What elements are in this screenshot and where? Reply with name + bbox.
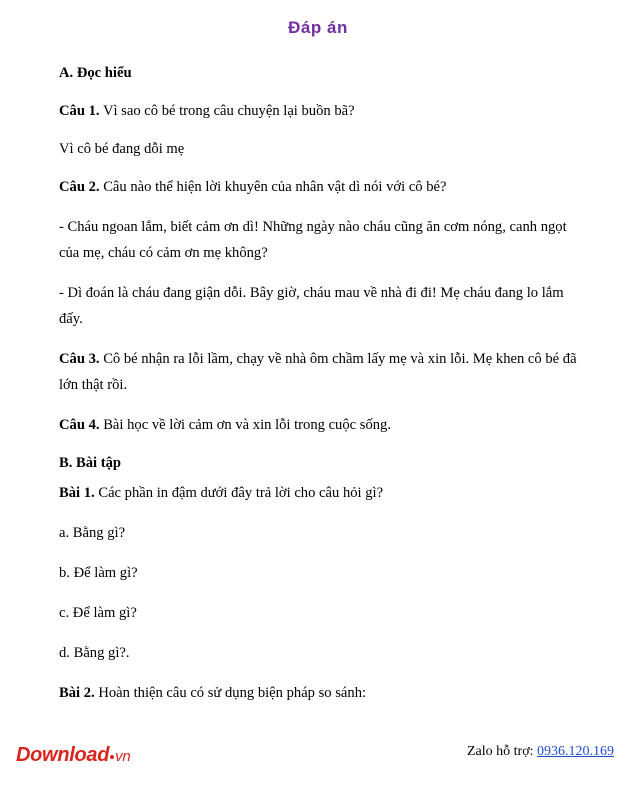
logo-suffix-text: vn bbox=[115, 748, 131, 765]
question-2-text: Câu nào thể hiện lời khuyên của nhân vật dì nói với cô bé? bbox=[103, 179, 447, 195]
question-3 bbox=[59, 346, 589, 398]
question-4-label: Câu 4. bbox=[59, 417, 100, 433]
exercise-2-text: Hoàn thiện câu có sử dụng biện pháp so sánh: bbox=[98, 685, 367, 701]
support-info bbox=[467, 744, 614, 760]
exercise-1-answer-c: c. Để làm gì? bbox=[59, 605, 137, 621]
exercise-2 bbox=[59, 680, 589, 706]
section-b-heading: B. Bài tập bbox=[59, 455, 122, 471]
support-phone-link[interactable]: 0936.120.169 bbox=[537, 744, 614, 759]
exercise-1 bbox=[59, 480, 589, 506]
exercise-1-label: Bài 1. bbox=[59, 485, 95, 501]
logo-dot-icon bbox=[110, 755, 114, 759]
answer-1: Vì cô bé đang dỗi mẹ bbox=[59, 141, 185, 157]
question-1 bbox=[59, 98, 589, 124]
exercise-1-text: Các phần in đậm dưới đây trả lời cho câu hỏi gì? bbox=[98, 485, 384, 501]
question-2-label: Câu 2. bbox=[59, 179, 100, 195]
question-2 bbox=[59, 174, 589, 200]
document-body bbox=[59, 60, 589, 706]
question-3-text: Cô bé nhận ra lỗi lầm, chạy về nhà ôm chầm lấy mẹ và xin lỗi. Mẹ khen cô bé đã lớn thật rồi. bbox=[59, 351, 577, 393]
answer-2-part-1: - Cháu ngoan lắm, biết cảm ơn dì! Những ngày nào cháu cũng ăn cơm nóng, canh ngọt của mẹ, cháu có cảm ơn mẹ không? bbox=[59, 219, 567, 261]
section-a-heading: A. Đọc hiểu bbox=[59, 65, 132, 81]
logo-main-text: Download bbox=[16, 744, 110, 766]
question-1-text: Vì sao cô bé trong câu chuyện lại buồn bã? bbox=[102, 103, 355, 119]
question-3-label: Câu 3. bbox=[59, 351, 100, 367]
download-logo[interactable] bbox=[16, 744, 130, 767]
exercise-1-answer-a: a. Bằng gì? bbox=[59, 525, 126, 541]
support-label: Zalo hỗ trợ: bbox=[467, 744, 537, 759]
answer-2-part-2: - Dì đoán là cháu đang giận dỗi. Bây giờ, cháu mau về nhà đi đi! Mẹ cháu đang lo lắm đấy. bbox=[59, 285, 564, 327]
question-1-label: Câu 1. bbox=[59, 103, 100, 119]
exercise-1-answer-b: b. Để làm gì? bbox=[59, 565, 138, 581]
question-4-text: Bài học về lời cảm ơn và xin lỗi trong cuộc sống. bbox=[103, 417, 391, 433]
exercise-2-label: Bài 2. bbox=[59, 685, 95, 701]
exercise-1-answer-d: d. Bằng gì?. bbox=[59, 645, 130, 661]
question-4 bbox=[59, 412, 589, 438]
page-title: Đáp án bbox=[288, 18, 348, 37]
